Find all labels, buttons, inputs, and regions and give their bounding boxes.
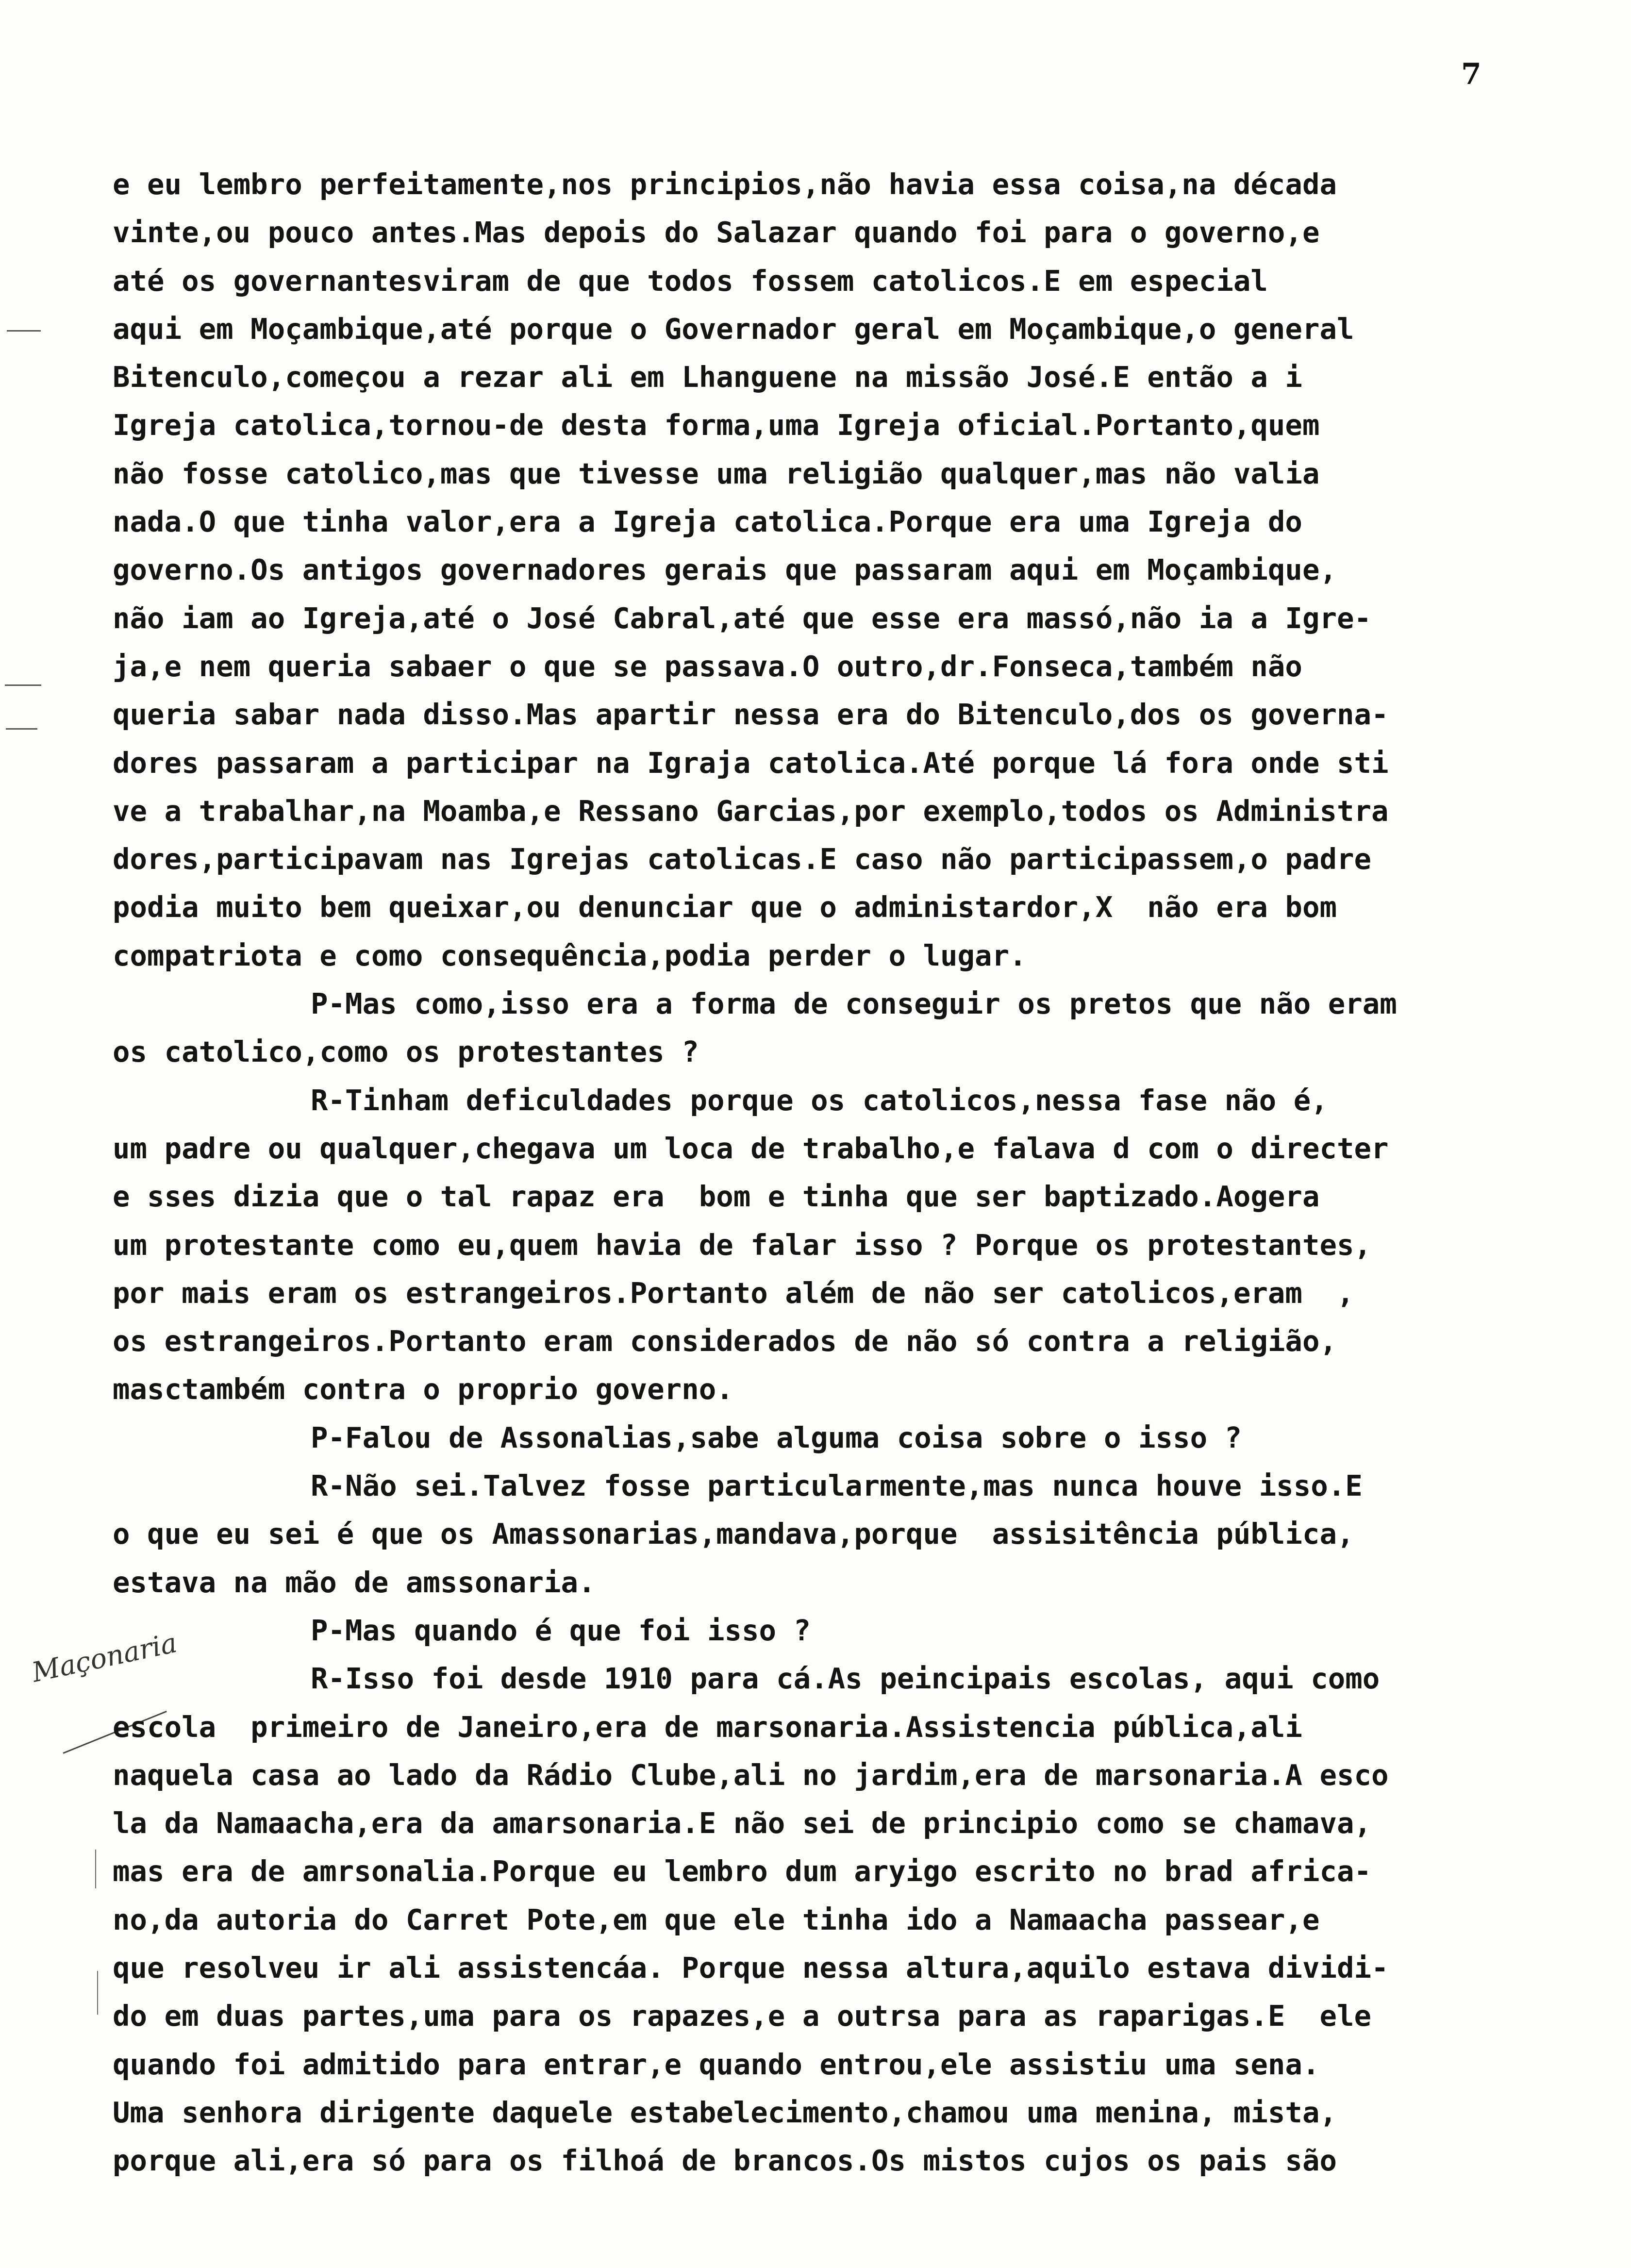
- text-line: P-Mas como,isso era a forma de conseguir os pretos que não eram: [311, 987, 1397, 1021]
- text-line: ja,e nem queria sabaer o que se passava.O outro,dr.Fonseca,também não: [113, 649, 1302, 683]
- text-line: nada.O que tinha valor,era a Igreja catolica.Porque era uma Igreja do: [113, 505, 1302, 539]
- text-line: até os governantesviram de que todos fossem catolicos.E em especial: [113, 264, 1268, 298]
- text-line: Uma senhora dirigente daquele estabelecimento,chamou uma menina, mista,: [113, 2095, 1337, 2129]
- text-line: R-Isso foi desde 1910 para cá.As peincipais escolas, aqui como: [311, 1662, 1380, 1696]
- page-number: 7: [1461, 57, 1481, 91]
- margin-mark: [7, 330, 41, 332]
- text-line: e eu lembro perfeitamente,nos principios,não havia essa coisa,na década: [113, 167, 1337, 201]
- text-line: não iam ao Igreja,até o José Cabral,até que esse era massó,não ia a Igre-: [113, 601, 1372, 635]
- text-line: governo.Os antigos governadores gerais que passaram aqui em Moçambique,: [113, 553, 1337, 587]
- text-line: no,da autoria do Carret Pote,em que ele tinha ido a Namaacha passear,e: [113, 1902, 1320, 1936]
- margin-mark: [5, 684, 41, 686]
- text-line: dores passaram a participar na Igraja catolica.Até porque lá fora onde sti: [113, 746, 1389, 780]
- text-line: R-Tinham deficuldades porque os catolicos,nessa fase não é,: [311, 1083, 1328, 1117]
- text-line: que resolveu ir ali assistencáa. Porque nessa altura,aquilo estava dividi-: [113, 1951, 1389, 1984]
- text-line: vinte,ou pouco antes.Mas depois do Salazar quando foi para o governo,e: [113, 216, 1320, 250]
- text-line: estava na mão de amssonaria.: [113, 1565, 596, 1599]
- text-line: podia muito bem queixar,ou denunciar que o administardor,X não era bom: [113, 890, 1337, 924]
- text-line: naquela casa ao lado da Rádio Clube,ali no jardim,era de marsonaria.A esco: [113, 1758, 1389, 1792]
- text-line: compatriota e como consequência,podia perder o lugar.: [113, 938, 1027, 972]
- text-line: por mais eram os estrangeiros.Portanto além de não ser catolicos,eram ,: [113, 1276, 1354, 1310]
- text-line: o que eu sei é que os Amassonarias,mandava,porque assisitência pública,: [113, 1517, 1354, 1551]
- margin-pen-stroke: [97, 1971, 98, 2015]
- text-line: os catolico,como os protestantes ?: [113, 1035, 699, 1069]
- text-line: R-Não sei.Talvez fosse particularmente,mas nunca houve isso.E: [311, 1469, 1363, 1503]
- text-line: mas era de amrsonalia.Porque eu lembro dum aryigo escrito no brad africa-: [113, 1854, 1372, 1888]
- typed-transcript-text: [113, 160, 1598, 2185]
- text-line: escola primeiro de Janeiro,era de marsonaria.Assistencia pública,ali: [113, 1710, 1302, 1744]
- text-line: ve a trabalhar,na Moamba,e Ressano Garcias,por exemplo,todos os Administra: [113, 794, 1389, 828]
- text-line: e sses dizia que o tal rapaz era bom e tinha que ser baptizado.Aogera: [113, 1180, 1320, 1214]
- margin-pen-stroke: [95, 1850, 96, 1888]
- text-line: queria sabar nada disso.Mas apartir nessa era do Bitenculo,dos os governa-: [113, 698, 1389, 732]
- text-line: quando foi admitido para entrar,e quando entrou,ele assistiu uma sena.: [113, 2047, 1320, 2081]
- text-line: dores,participavam nas Igrejas catolicas.E caso não participassem,o padre: [113, 842, 1372, 876]
- margin-mark: [6, 728, 37, 730]
- text-line: masctambém contra o proprio governo.: [113, 1372, 733, 1406]
- text-line: os estrangeiros.Portanto eram considerados de não só contra a religião,: [113, 1324, 1337, 1358]
- text-line: Igreja catolica,tornou-de desta forma,uma Igreja oficial.Portanto,quem: [113, 408, 1320, 442]
- text-line: P-Falou de Assonalias,sabe alguma coisa sobre o isso ?: [311, 1420, 1242, 1454]
- text-line: Bitenculo,começou a rezar ali em Lhanguene na missão José.E então a i: [113, 360, 1302, 394]
- text-line: P-Mas quando é que foi isso ?: [311, 1613, 811, 1647]
- text-line: um padre ou qualquer,chegava um loca de trabalho,e falava d com o directer: [113, 1131, 1389, 1165]
- text-line: porque ali,era só para os filhoá de brancos.Os mistos cujos os pais são: [113, 2144, 1337, 2178]
- text-line: do em duas partes,uma para os rapazes,e a outrsa para as raparigas.E ele: [113, 1999, 1372, 2033]
- text-line: aqui em Moçambique,até porque o Governador geral em Moçambique,o general: [113, 312, 1354, 346]
- margin-handwritten-note: Maçonaria: [29, 1627, 180, 1689]
- text-line: la da Namaacha,era da amarsonaria.E não sei de principio como se chamava,: [113, 1806, 1372, 1840]
- text-line: um protestante como eu,quem havia de falar isso ? Porque os protestantes,: [113, 1228, 1372, 1262]
- text-line: não fosse catolico,mas que tivesse uma religião qualquer,mas não valia: [113, 456, 1320, 490]
